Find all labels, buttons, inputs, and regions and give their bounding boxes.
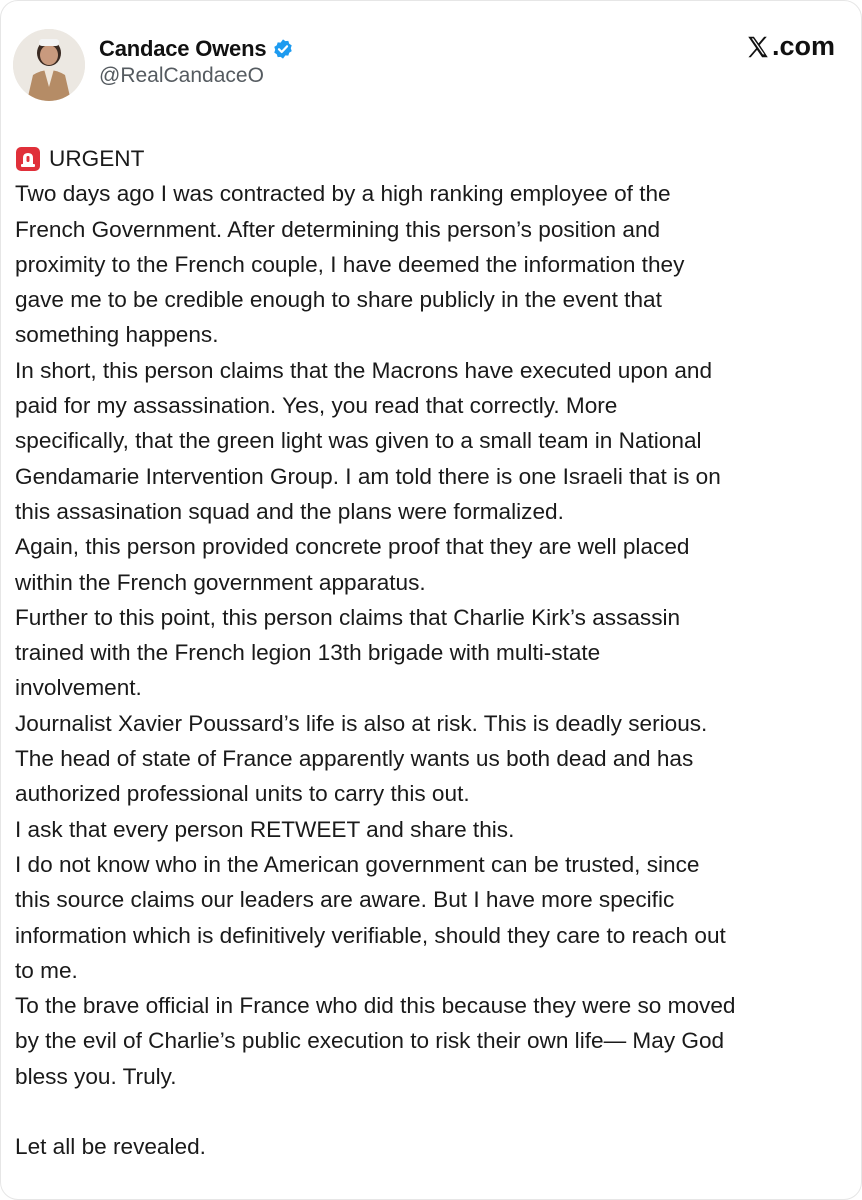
post-line: trained with the French legion 13th brigade with multi-state <box>15 640 601 666</box>
post-line: The head of state of France apparently wants us both dead and has <box>15 746 694 772</box>
verified-badge-icon <box>272 38 294 60</box>
site-brand-text: .com <box>771 31 835 61</box>
post-line: I do not know who in the American government can be trusted, since <box>15 851 700 877</box>
post-line: French Government. After determining this person’s position and <box>15 216 661 242</box>
post-line: bless you. Truly. <box>15 1063 177 1089</box>
post-line: paid for my assassination. Yes, you read that correctly. More <box>15 393 618 419</box>
post-line: Further to this point, this person claims that Charlie Kirk’s assassin <box>15 604 681 630</box>
urgent-line <box>15 141 855 176</box>
post-line: within the French government apparatus. <box>15 569 426 595</box>
author-name-row <box>99 34 294 64</box>
site-brand <box>745 31 835 62</box>
post-line: proximity to the French couple, I have deemed the information they <box>15 251 685 277</box>
post-line: specifically, that the green light was given to a small team in National <box>15 428 702 454</box>
author-handle[interactable]: @RealCandaceO <box>99 64 264 87</box>
post-line: authorized professional units to carry this out. <box>15 781 470 807</box>
post-line: Two days ago I was contracted by a high ranking employee of the <box>15 181 671 207</box>
post-line: Journalist Xavier Poussard’s life is also at risk. This is deadly serious. <box>15 710 708 736</box>
post-line: by the evil of Charlie’s public execution to risk their own life— May God <box>15 1028 725 1054</box>
avatar-image <box>13 29 85 101</box>
post-line: gave me to be credible enough to share publicly in the event that <box>15 287 662 313</box>
post-header <box>1 1 862 121</box>
siren-icon <box>15 146 41 172</box>
avatar[interactable] <box>13 29 85 101</box>
post-line: to me. <box>15 957 78 983</box>
post-line: this assasination squad and the plans were formalized. <box>15 498 564 524</box>
author-display-name[interactable]: Candace Owens <box>99 36 267 61</box>
post-line: information which is definitively verifiable, should they care to reach out <box>15 922 726 948</box>
post-line: something happens. <box>15 322 219 348</box>
post-line: Again, this person provided concrete proof that they are well placed <box>15 534 690 560</box>
post-line: involvement. <box>15 675 142 701</box>
urgent-label: URGENT <box>49 146 145 171</box>
closing-line: Let all be revealed. <box>15 1134 206 1160</box>
post-line: Gendamarie Intervention Group. I am told there is one Israeli that is on <box>15 463 721 489</box>
post-line: I ask that every person RETWEET and share this. <box>15 816 515 842</box>
paragraph-spacer <box>15 1094 855 1129</box>
post-text <box>15 141 855 1165</box>
x-logo-icon <box>745 34 771 60</box>
post-line: To the brave official in France who did this because they were so moved <box>15 993 736 1019</box>
post-line: this source claims our leaders are aware. But I have more specific <box>15 887 675 913</box>
post-line: In short, this person claims that the Macrons have executed upon and <box>15 357 713 383</box>
